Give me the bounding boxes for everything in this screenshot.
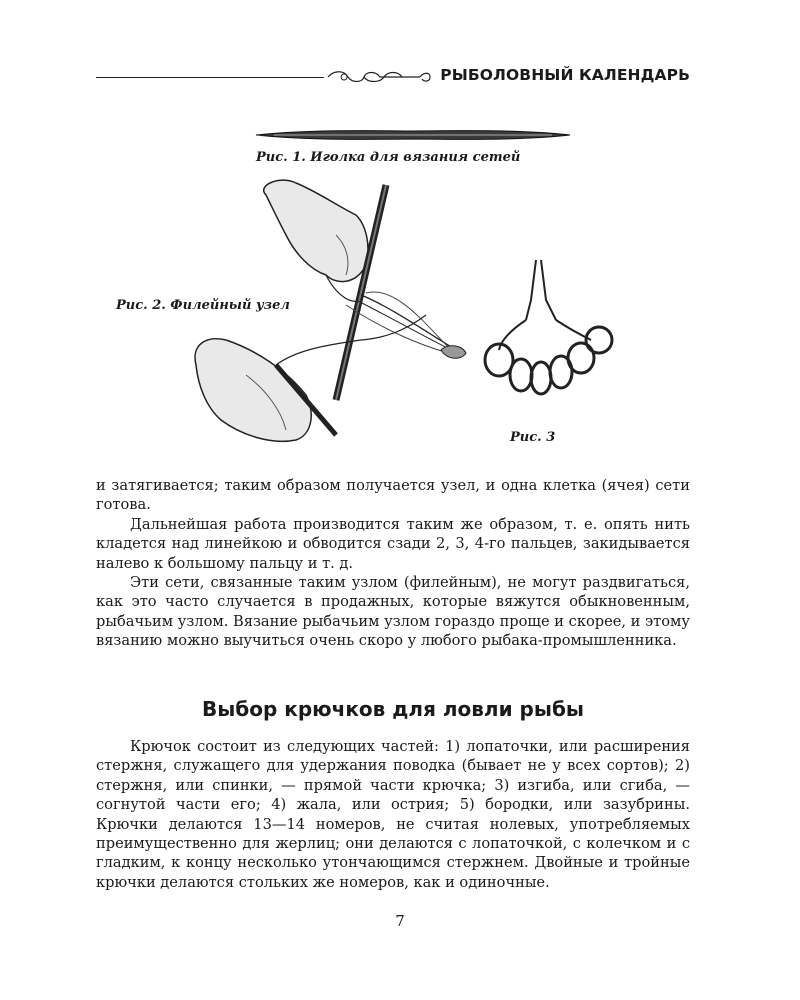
- paragraph-3: Эти сети, связанные таким узлом (филейным), не могут раздвигаться, как это часто случается в продажных, которые вяжутся обыкновенным, рыбачьим узлом. Вязание рыбачьим узлом гораздо проще и скорее, и этому вязанию можно выучиться очень скоро у любого рыбака-промышленника.: [96, 574, 690, 650]
- net-loops-illustration: [481, 260, 616, 400]
- figure-1-caption: Рис. 1. Иголка для вязания сетей: [256, 150, 521, 165]
- figure-2-caption: Рис. 2. Филейный узел: [116, 298, 290, 313]
- section-heading: Выбор крючков для ловли рыбы: [201, 697, 585, 721]
- figures-area: [96, 120, 696, 455]
- section-paragraph-1: Крючок состоит из следующих частей: 1) лопаточки, или расширения стержня, служащего для удержания поводка (бывает не у всех сортов); 2) стержня, или спинки, — прямой части крючка; 3) изгиба, или сгиба, — согнутой части его; 4) жала, или острия; 5) бородки, или зазубрины. Крючки делаются 13—14 номеров, не считая нолевых, употребляемых преимущественно для жерлиц; они делаются с лопаточкой, с колечком и с гладким, к концу несколько утончающимся стержнем. Двойные и тройные крючки делаются стольких же номеров, как и одиночные.: [96, 738, 690, 891]
- figure-3-caption: Рис. 3: [510, 430, 556, 445]
- section-text: [96, 737, 690, 892]
- running-header: [96, 64, 690, 88]
- paragraph-2: Дальнейшая работа производится таким же образом, т. е. опять нить кладется над линейкою и обводится сзади 2, 3, 4-го пальцев, закидывается налево к большому пальцу и т. д.: [96, 515, 690, 572]
- header-ornament-icon: [324, 68, 434, 86]
- header-rule: [96, 77, 324, 78]
- fillet-knot-illustration: [186, 175, 486, 455]
- body-text: [96, 476, 690, 651]
- paragraph-1: и затягивается; таким образом получается узел, и одна клетка (ячея) сети готова.: [96, 477, 690, 514]
- netting-needle-illustration: [254, 128, 572, 142]
- header-title: РЫБОЛОВНЫЙ КАЛЕНДАРЬ: [440, 66, 690, 84]
- page-number: 7: [395, 912, 405, 930]
